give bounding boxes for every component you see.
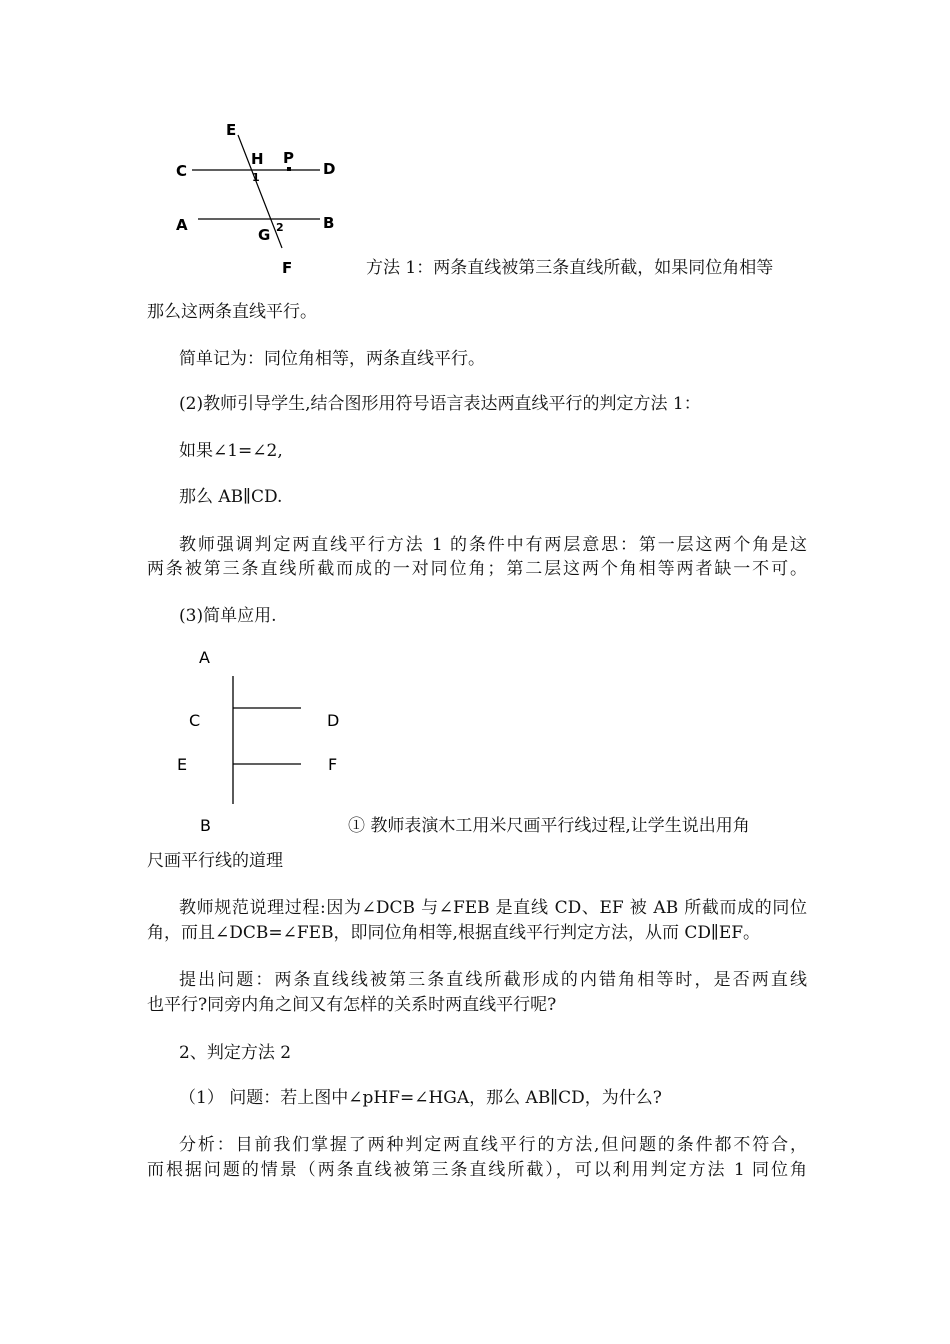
parallel-lines-figure-2 [170,640,360,840]
teacher-emphasis-line-1: 教师强调判定两直线平行方法 1 的条件中有两层意思：第一层这两个角是这 [179,535,807,555]
question-line-2: 也平行?同旁内角之间又有怎样的关系时两直线平行呢? [147,995,557,1015]
label-g: G [258,226,271,244]
label-e: E [177,755,188,774]
method-1-summary: 简单记为：同位角相等，两条直线平行。 [179,349,485,369]
label-c: C [189,711,201,730]
label-b: B [323,214,335,232]
analysis-line-2: 而根据问题的情景（两条直线被第三条直线所截），可以利用判定方法 1 同位角 [147,1160,807,1180]
label-d: D [323,160,336,178]
label-e: E [226,121,237,139]
label-angle-2: 2 [276,221,284,234]
label-b: B [200,816,211,835]
condition-if: 如果∠1=∠2, [179,441,283,461]
label-p: P [283,149,294,167]
condition-then: 那么 AB∥CD. [179,487,283,507]
label-c: C [176,162,188,180]
reasoning-line-1: 教师规范说理过程:因为∠DCB 与∠FEB 是直线 CD、EF 被 AB 所截而成的同位 [179,898,807,918]
label-a: A [176,216,188,234]
method-1-line-2: 那么这两条直线平行。 [147,302,317,322]
method-2-question: （1） 问题：若上图中∠pHF=∠HGA，那么 AB∥CD，为什么? [179,1088,662,1108]
reasoning-line-2: 角，而且∠DCB=∠FEB，即同位角相等,根据直线平行判定方法，从而 CD∥EF。 [147,923,761,943]
label-angle-1: 1 [252,171,260,184]
label-h: H [251,150,264,168]
step-2-heading: (2)教师引导学生,结合图形用符号语言表达两直线平行的判定方法 1： [179,394,701,414]
label-f: F [282,259,293,277]
carpenter-demo-line-2: 尺画平行线的道理 [147,851,283,871]
label-d: D [327,711,340,730]
carpenter-demo-line-1: ① 教师表演木工用米尺画平行线过程,让学生说出用角 [348,816,750,836]
label-f: F [328,755,338,774]
teacher-emphasis-line-2: 两条被第三条直线所截而成的一对同位角；第二层这两个角相等两者缺一不可。 [147,559,807,579]
analysis-line-1: 分析：目前我们掌握了两种判定两直线平行的方法,但问题的条件都不符合， [179,1135,807,1155]
method-1-line-1: 方法 1：两条直线被第三条直线所截，如果同位角相等 [366,258,774,278]
step-3-heading: (3)简单应用. [179,606,277,626]
point-p [287,167,291,171]
method-2-heading: 2、判定方法 2 [179,1043,292,1063]
parallel-lines-figure-1 [170,118,360,278]
label-a: A [199,648,210,667]
question-line-1: 提出问题：两条直线线被第三条直线所截形成的内错角相等时，是否两直线 [179,970,807,990]
